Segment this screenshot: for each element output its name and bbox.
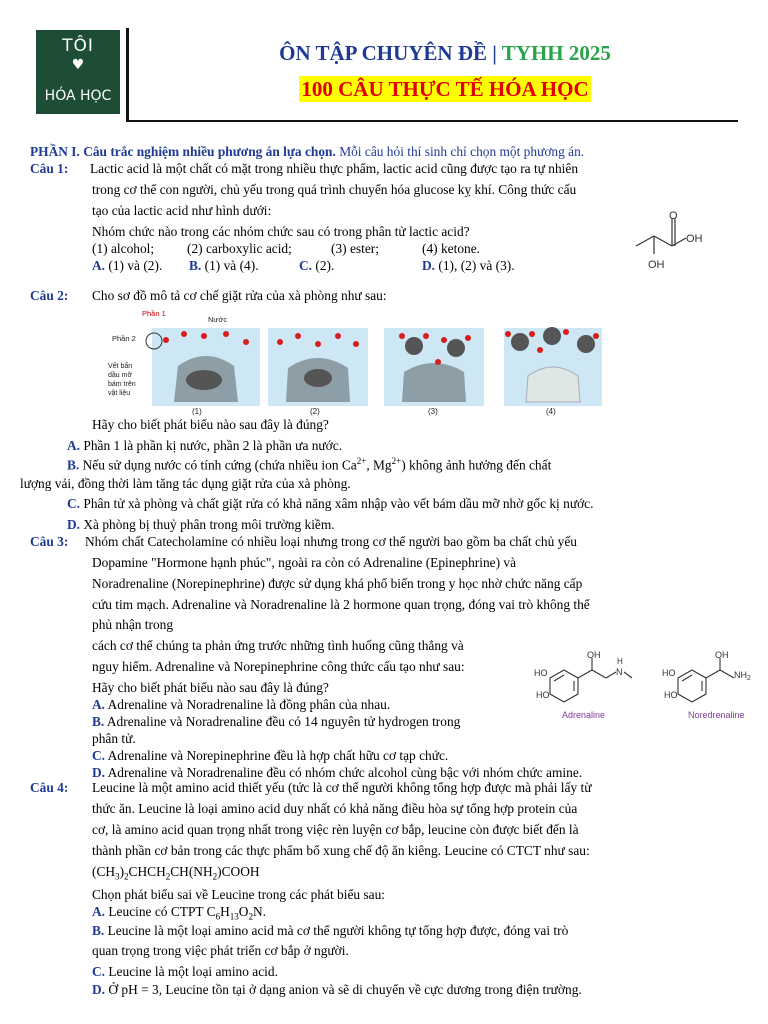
lactic-o-label: O xyxy=(669,210,678,222)
q4-question: Chọn phát biểu sai về Leucine trong các phát biểu sau: xyxy=(92,887,386,902)
q1-line3: tạo của lactic acid như hình dưới: xyxy=(92,203,272,218)
q4-formula: $(CH_3)_2CHCH_2CH(NH_2)COOH$ xyxy=(92,864,260,882)
q4-option-a[interactable]: A. Leucine có CTPT $C_6H_{13}O_2N$. xyxy=(92,904,266,922)
q2-option-a[interactable]: A. Phần 1 là phần kị nước, phần 2 là phần ưa nước. xyxy=(67,438,343,453)
subtitle-wrap xyxy=(130,76,760,102)
q3-line2: Dopamine "Hormone hạnh phúc", ngoài ra còn có Adrenaline (Epinephrine) và xyxy=(92,555,517,570)
q1-option-d[interactable]: D. (1), (2) và (3). xyxy=(422,258,515,273)
q2-label: Câu 2: xyxy=(30,288,69,303)
q1-option-a[interactable]: A. (1) và (2). xyxy=(92,258,163,273)
q3-option-a[interactable]: A. Adrenaline và Noradrenaline là đồng phân của nhau. xyxy=(92,697,391,712)
part-instruction: Mỗi câu hỏi thí sinh chỉ chọn một phương án. xyxy=(335,144,585,159)
fig-stain-line4: vật liệu xyxy=(108,390,131,397)
catecholamine-structures xyxy=(534,648,768,724)
q3-label: Câu 3: xyxy=(30,534,69,549)
noradrenaline-ho-top: HO xyxy=(662,668,676,678)
figure-panel-4 xyxy=(504,327,602,406)
adrenaline-ho-top: HO xyxy=(534,668,548,678)
q4-line2: thức ăn. Leucine là loại amino acid duy nhất có khả năng điều hòa sự tổng hợp protein của xyxy=(92,801,578,816)
fig-stain-line3: bám trên xyxy=(108,381,136,388)
lactic-oh-label: OH xyxy=(686,233,703,245)
q2-option-b[interactable]: B. Nếu sử dụng nước có tính cứng (chứa nhiều ion $Ca^{2+}$, $Mg^{2+}$) không ảnh hưởng đến chất xyxy=(67,456,552,473)
q4-label: Câu 4: xyxy=(30,780,69,795)
q3-option-d[interactable]: D. Adrenaline và Noradrenaline đều có nhóm chức alcohol cùng bậc với nhóm chức amine. xyxy=(92,765,583,780)
q2-option-b-continued: lượng vải, đồng thời làm tăng tác dụng giặt rửa của xà phòng. xyxy=(20,476,351,491)
q3-option-b[interactable]: B. Adrenaline và Noradrenaline đều có 14 nguyên tử hydrogen trong xyxy=(92,714,461,729)
adrenaline-ho-bottom: HO xyxy=(536,690,550,700)
lactic-acid-structure xyxy=(628,206,708,276)
q3-question: Hãy cho biết phát biểu nào sau đây là đúng? xyxy=(92,680,329,695)
q1-group-1: (1) alcohol; xyxy=(92,241,155,256)
logo-line1: TÔI xyxy=(62,36,94,56)
q1-line4: Nhóm chức nào trong các nhóm chức sau có trong phân tử lactic acid? xyxy=(92,224,470,239)
heart-icon: ♥ xyxy=(71,57,85,73)
q2-option-c[interactable]: C. Phân tử xà phòng và chất giặt rửa có khả năng xâm nhập vào vết bám dầu mỡ nhờ gốc kị nước. xyxy=(67,496,594,511)
q4-option-d[interactable]: D. Ở pH = 3, Leucine tồn tại ở dạng anion và sẽ di chuyển về cực dương trong điện trường. xyxy=(92,982,582,997)
fig-part2-label: Phần 2 xyxy=(112,334,136,343)
q3-line3: Noradrenaline (Norepinephrine) được sử dụng khá phổ biến trong y học nhờ chức năng cấp xyxy=(92,576,583,591)
part-heading xyxy=(30,144,584,160)
q1-label: Câu 1: xyxy=(30,161,69,176)
logo-line2: HÓA HỌC xyxy=(44,88,112,104)
fig-stain-line1: Vết bẩn xyxy=(108,363,133,370)
q1-option-c[interactable]: C. (2). xyxy=(299,258,335,273)
q2-question: Hãy cho biết phát biểu nào sau đây là đúng? xyxy=(92,417,329,432)
header-divider-vertical xyxy=(126,28,129,120)
q3-line4: cứu tim mạch. Adrenaline và Noradrenaline là 2 hormone quan trọng, đóng vai trò không thể xyxy=(92,597,590,612)
q1-line1: Lactic acid là một chất có mặt trong nhiều thực phẩm, lactic acid cũng được tạo ra tự nhiên xyxy=(90,161,579,176)
noradrenaline-ho-bottom: HO xyxy=(664,690,678,700)
fig-step-3: (3) xyxy=(428,407,438,416)
figure-panel-2 xyxy=(268,328,368,406)
adrenaline-h: H xyxy=(617,657,623,666)
page-subtitle: 100 CÂU THỰC TẾ HÓA HỌC xyxy=(301,77,589,101)
q1-group-3: (3) ester; xyxy=(331,241,379,256)
soap-mechanism-figure xyxy=(108,306,602,418)
fig-step-4: (4) xyxy=(546,407,556,416)
q3-option-b-continued: phân tử. xyxy=(92,731,136,746)
fig-part1-label: Phần 1 xyxy=(142,309,166,318)
title-main: ÔN TẬP CHUYÊN ĐỀ | xyxy=(279,41,502,65)
adrenaline-name: Adrenaline xyxy=(562,710,606,720)
q4-line1: Leucine là một amino acid thiết yếu (tức là cơ thể người không tổng hợp được mà phải lấy từ xyxy=(92,780,592,795)
logo xyxy=(36,30,120,114)
title-accent: TYHH 2025 xyxy=(501,41,611,65)
q2-stem: Cho sơ đồ mô tả cơ chế giặt rửa của xà phòng như sau: xyxy=(92,288,387,303)
lactic-oh2-label: OH xyxy=(648,259,665,271)
header-divider-horizontal xyxy=(126,120,738,122)
page-title xyxy=(130,41,760,66)
noradrenaline-nh2: $NH_2$ xyxy=(734,670,751,682)
q4-line3: cơ, là amino acid quan trọng nhất trong việc rèn luyện cơ bắp, leucine còn được biết đến là xyxy=(92,822,579,837)
fig-step-1: (1) xyxy=(192,407,202,416)
q4-option-b-continued: quan trọng trong việc phát triển cơ bắp ở người. xyxy=(92,943,349,958)
q4-option-b[interactable]: B. Leucine là một loại amino acid mà cơ thể người không tự tổng hợp được, đóng vai trò xyxy=(92,923,569,938)
q1-line2: trong cơ thể con người, chủ yếu trong quá trình chuyển hóa glucose kỵ khí. Công thức cấu xyxy=(92,182,577,197)
q1-group-4: (4) ketone. xyxy=(422,241,481,256)
part-heading-bold: PHẦN I. Câu trắc nghiệm nhiều phương án lựa chọn. xyxy=(30,144,336,159)
fig-step-2: (2) xyxy=(310,407,320,416)
q3-line1: Nhóm chất Catecholamine có nhiều loại nhưng trong cơ thể người bao gồm ba chất chủ yếu xyxy=(85,534,578,549)
q1-option-b[interactable]: B. (1) và (4). xyxy=(189,258,259,273)
q3-line5: phủ nhận trong xyxy=(92,617,174,632)
fig-stain-line2: dầu mỡ xyxy=(108,372,133,379)
q3-option-c[interactable]: C. Adrenaline và Norepinephrine đều là hợp chất hữu cơ tạp chức. xyxy=(92,748,449,763)
q1-group-2: (2) carboxylic acid; xyxy=(187,241,292,256)
q3-line6: cách cơ thể chúng ta phản ứng trước những tình huống cũng thẳng và xyxy=(92,638,464,653)
fig-water-label: Nước xyxy=(208,315,228,324)
noradrenaline-oh: OH xyxy=(715,650,729,660)
q2-option-d[interactable]: D. Xà phòng bị thuỷ phân trong môi trường kiềm. xyxy=(67,517,335,532)
q4-line4: thành phần cơ bản trong các thực phẩm bổ xung chế độ ăn kiêng. Leucine có CTCT như sau: xyxy=(92,843,590,858)
q3-line7: nguy hiểm. Adrenaline và Norepinephrine công thức cấu tạo như sau: xyxy=(92,659,465,674)
q4-option-c[interactable]: C. Leucine là một loại amino acid. xyxy=(92,964,278,979)
adrenaline-n: N xyxy=(616,667,623,677)
noradrenaline-name: Noredrenaline xyxy=(688,710,745,720)
adrenaline-oh: OH xyxy=(587,650,601,660)
